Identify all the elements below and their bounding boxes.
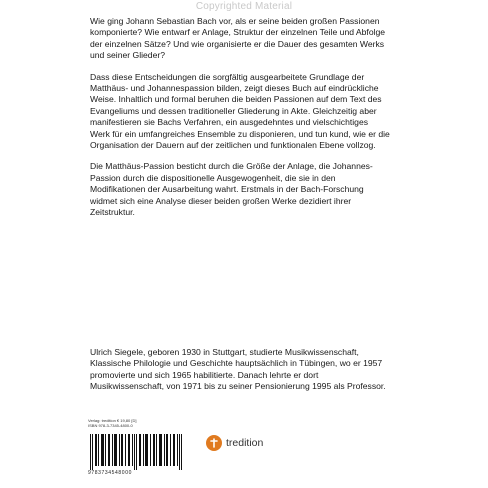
- paragraph-2: Dass diese Entscheidungen die sorgfältig ausgearbeitete Grundlage der Matthäus- und Johannespassion bilden, zeigt dieses Buch auf eindrückliche Weise. Inhaltlich und formal beruhen die beiden Passionen auf dem Text des Evangeliums und dessen traditioneller Gliederung in Akte. Gleichzeitig aber manifestieren sie Bachs Verfahren, ein ausgedehntes und vielschichtiges Werk für ein umfangreiches Ensemble zu disponieren, und tun kund, wie er die Organisation der Dauern auf der zeitlichen und funktionalen Ebene vollzog.: [90, 71, 390, 151]
- paragraph-1: Wie ging Johann Sebastian Bach vor, als er seine beiden großen Passionen komponierte? Wie entwarf er Anlage, Struktur der einzelnen Teile und Abfolge der einzelnen Sätze? Und wie organisierte er die Dauer des gesamten Werks und seiner Glieder?: [90, 16, 386, 61]
- isbn-line: ISBN 978-3-7345-4800-0: [88, 423, 133, 428]
- paragraph-3: Die Matthäus-Passion besticht durch die Größe der Anlage, die Johannes-Passion durch die dispositionelle Ausgewogenheit, die sie in den Modifikationen der Ausarbeitung wahrt. Erstmals in der Bach-Forschung widmet sich eine Analyse dieser beiden großen Werke dezidiert ihrer Zeitstruktur.: [90, 161, 373, 218]
- blurb-text: [90, 16, 390, 229]
- publisher-name: tredition: [226, 437, 264, 449]
- tredition-logo-icon: [206, 435, 222, 451]
- barcode: [88, 434, 184, 470]
- imprint-block: [88, 418, 198, 480]
- watermark: Copyrighted Material: [195, 1, 293, 12]
- barcode-number: 9783734548000: [88, 470, 132, 476]
- publisher-price-line: Verlag: tredition € 19,80 [D]: [88, 418, 137, 423]
- publisher-logo: [206, 433, 263, 453]
- author-bio: Ulrich Siegele, geboren 1930 in Stuttgart, studierte Musikwissenschaft, Klassische Philologie und Geschichte hauptsächlich in Tübingen, wo er 1957 promovierte und sich 1965 habilitierte. Danach lehrte er dort Musikwissenschaft, von 1971 bis zu seiner Pensionierung 1995 als Professor.: [90, 347, 386, 392]
